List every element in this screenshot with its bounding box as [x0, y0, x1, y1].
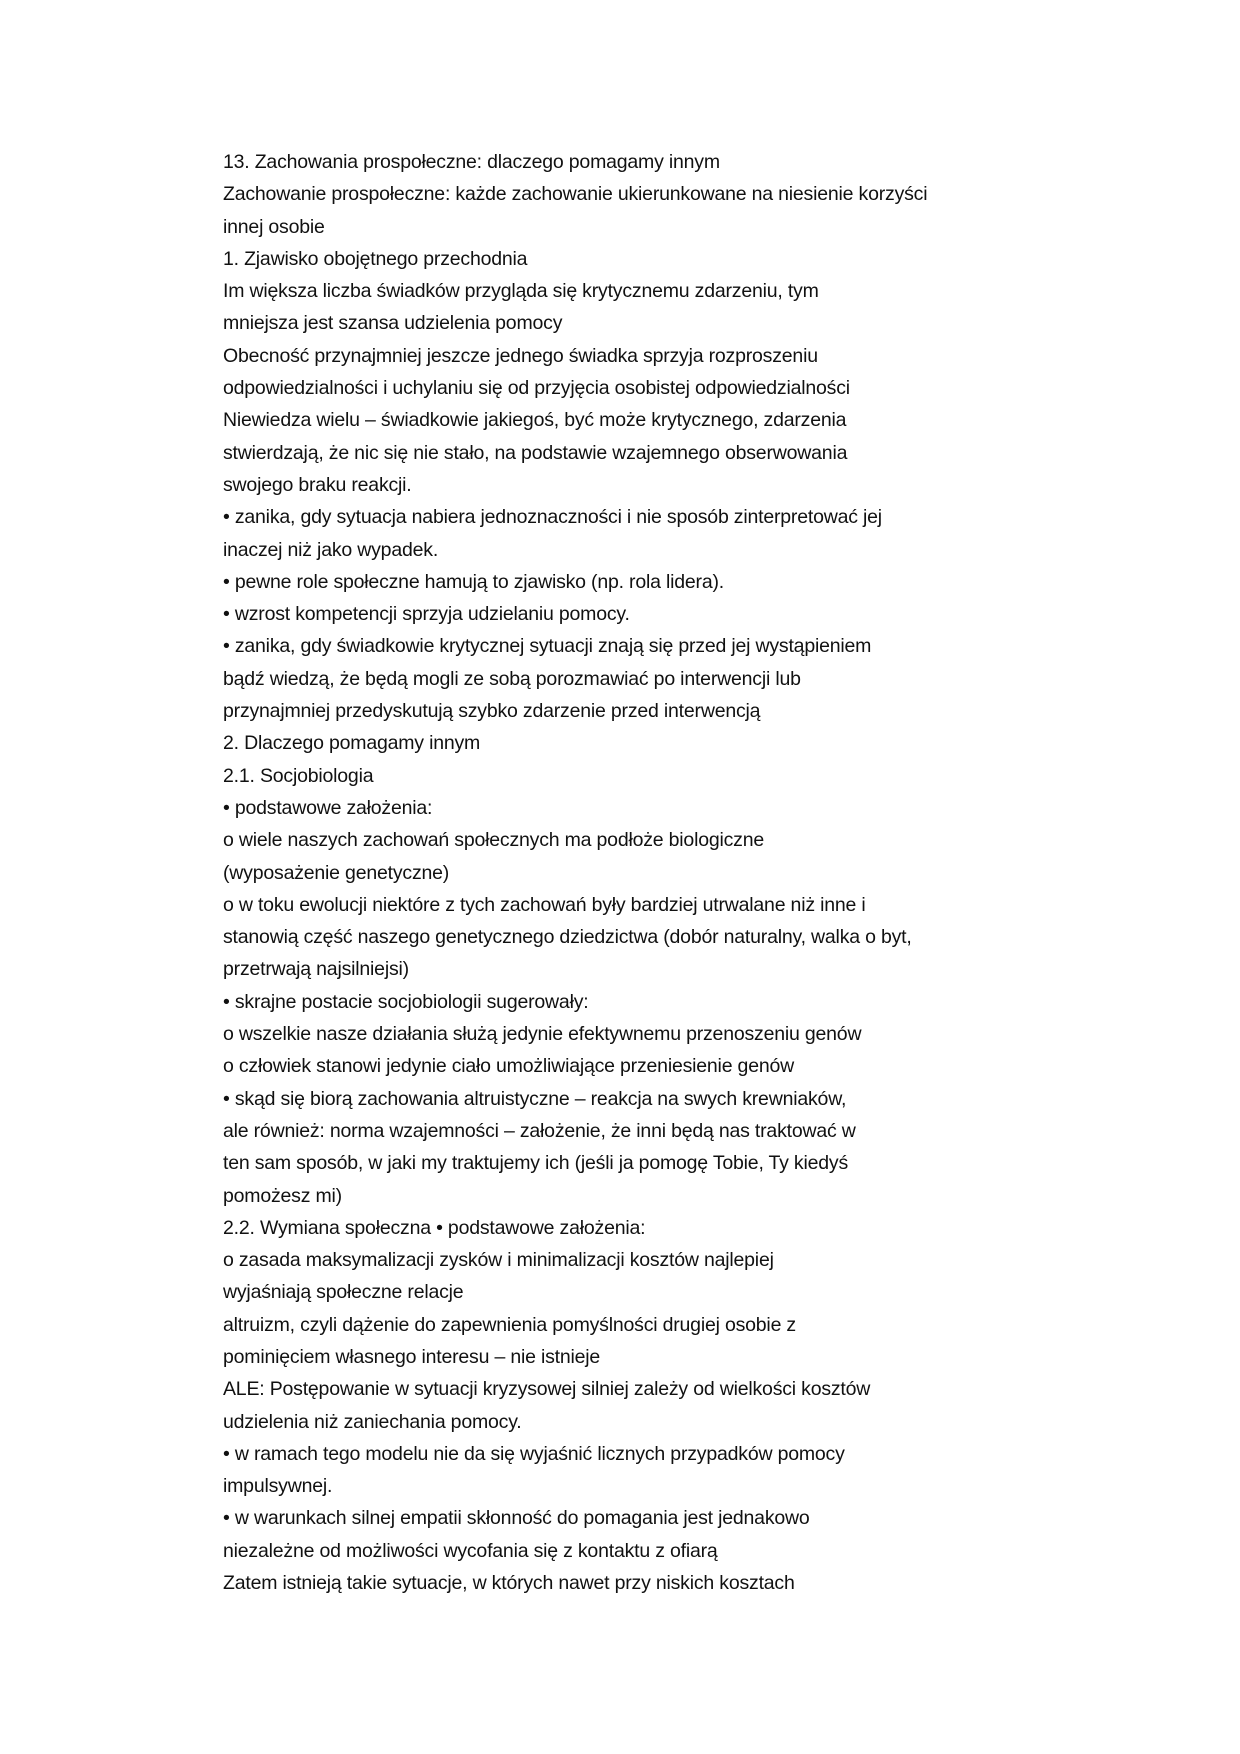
text-line: Obecność przynajmniej jeszcze jednego świadka sprzyja rozproszeniu: [223, 344, 818, 367]
bullet-line: • wzrost kompetencji sprzyja udzielaniu pomocy.: [223, 603, 630, 626]
text-line: stwierdzają, że nic się nie stało, na podstawie wzajemnego obserwowania: [223, 441, 848, 464]
text-line: innej osobie: [223, 215, 325, 238]
text-line: ale również: norma wzajemności – założenie, że inni będą nas traktować w: [223, 1119, 856, 1142]
text-line: (wyposażenie genetyczne): [223, 861, 450, 884]
text-line: bądź wiedzą, że będą mogli ze sobą porozmawiać po interwencji lub: [223, 667, 801, 690]
text-line: mniejsza jest szansa udzielenia pomocy: [223, 312, 563, 335]
bullet-line: • skrajne postacie socjobiologii sugerowały:: [223, 990, 589, 1013]
text-line: pomożesz mi): [223, 1184, 342, 1207]
bullet-line: • w warunkach silnej empatii skłonność do pomagania jest jednakowo: [223, 1507, 810, 1530]
text-line: stanowią część naszego genetycznego dziedzictwa (dobór naturalny, walka o byt,: [223, 926, 912, 949]
bullet-line: • zanika, gdy sytuacja nabiera jednoznaczności i nie sposób zinterpretować jej: [223, 506, 882, 529]
text-line: ALE: Postępowanie w sytuacji kryzysowej silniej zależy od wielkości kosztów: [223, 1378, 871, 1401]
text-line: impulsywnej.: [223, 1475, 333, 1498]
text-line: Zatem istnieją takie sytuacje, w których nawet przy niskich kosztach: [223, 1572, 795, 1595]
text-line: odpowiedzialności i uchylaniu się od przyjęcia osobistej odpowiedzialności: [223, 377, 850, 400]
text-line: Niewiedza wielu – świadkowie jakiegoś, być może krytycznego, zdarzenia: [223, 409, 847, 432]
text-line: niezależne od możliwości wycofania się z kontaktu z ofiarą: [223, 1539, 718, 1562]
text-line: pominięciem własnego interesu – nie istnieje: [223, 1345, 601, 1368]
document-title: 13. Zachowania prospołeczne: dlaczego pomagamy innym: [223, 151, 720, 173]
bullet-line: • w ramach tego modelu nie da się wyjaśnić licznych przypadków pomocy: [223, 1442, 845, 1465]
subsection-heading: 2.2. Wymiana społeczna • podstawowe założenia:: [223, 1216, 646, 1239]
text-line: inaczej niż jako wypadek.: [223, 538, 439, 561]
section-heading: 1. Zjawisko obojętnego przechodnia: [223, 247, 528, 270]
bullet-line: • zanika, gdy świadkowie krytycznej sytuacji znają się przed jej wystąpieniem: [223, 635, 872, 658]
text-line: altruizm, czyli dążenie do zapewnienia pomyślności drugiej osobie z: [223, 1313, 796, 1336]
text-line: Zachowanie prospołeczne: każde zachowanie ukierunkowane na niesienie korzyści: [223, 183, 928, 206]
sub-bullet-line: o zasada maksymalizacji zysków i minimalizacji kosztów najlepiej: [223, 1249, 774, 1272]
sub-bullet-line: o wszelkie nasze działania służą jedynie efektywnemu przenoszeniu genów: [223, 1023, 862, 1046]
text-line: ten sam sposób, w jaki my traktujemy ich (jeśli ja pomogę Tobie, Ty kiedyś: [223, 1152, 848, 1175]
text-line: przetrwają najsilniejsi): [223, 958, 409, 981]
bullet-line: • podstawowe założenia:: [223, 796, 433, 819]
sub-bullet-line: o wiele naszych zachowań społecznych ma podłoże biologiczne: [223, 829, 765, 852]
bullet-line: • pewne role społeczne hamują to zjawisko (np. rola lidera).: [223, 570, 724, 593]
text-line: przynajmniej przedyskutują szybko zdarzenie przed interwencją: [223, 700, 761, 723]
sub-bullet-line: o człowiek stanowi jedynie ciało umożliwiające przeniesienie genów: [223, 1055, 795, 1078]
text-line: wyjaśniają społeczne relacje: [223, 1281, 464, 1304]
section-heading: 2. Dlaczego pomagamy innym: [223, 732, 481, 755]
text-line: swojego braku reakcji.: [223, 473, 412, 496]
document-text: [223, 146, 1123, 1599]
sub-bullet-line: o w toku ewolucji niektóre z tych zachowań były bardziej utrwalane niż inne i: [223, 893, 866, 916]
bullet-line: • skąd się biorą zachowania altruistyczne – reakcja na swych krewniaków,: [223, 1087, 847, 1110]
text-line: Im większa liczba świadków przygląda się krytycznemu zdarzeniu, tym: [223, 280, 819, 303]
text-line: udzielenia niż zaniechania pomocy.: [223, 1410, 522, 1433]
subsection-heading: 2.1. Socjobiologia: [223, 764, 374, 787]
